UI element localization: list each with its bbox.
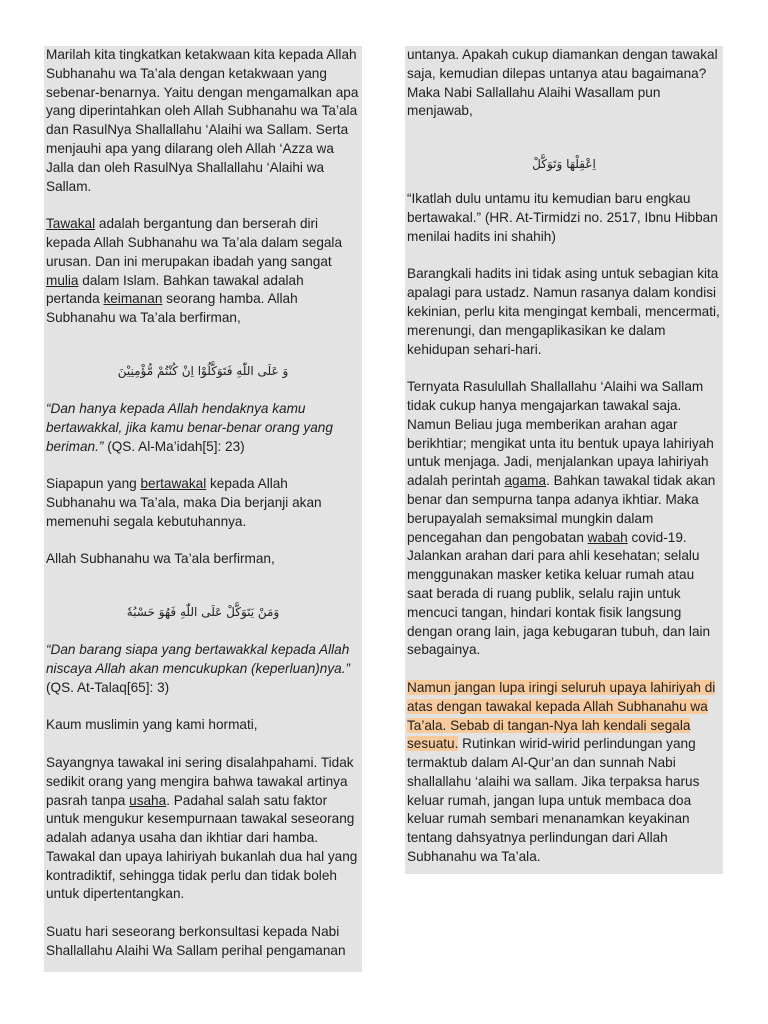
link-mulia[interactable]: mulia bbox=[46, 272, 79, 288]
paragraph-ikhtiar: Ternyata Rasulullah Shallallahu ‘Alaihi wa Sallam tidak cukup hanya mengajarkan tawakal saja. Namun Beliau juga memberikan arahan agar berikhtiar; mengikat unta itu bentuk upaya lahiriyah untuk menjaga. Jadi, menjalankan upaya lahiriyah adalah perintah agama. Bahkan tawakal tidak akan benar dan sempurna tanpa adanya ikhtiar. Maka berupayalah semaksimal mungkin dalam pencegahan dan pengobatan wabah covid-19. Jalankan arahan dari para ahli kesehatan; selalu menggunakan masker ketika keluar rumah atau saat berada di ruang publik, selalu rajin untuk mencuci tangan, hindari kontak fisik langsung dengan orang lain, jaga kebugaran tubuh, dan lain sebagainya. bbox=[407, 379, 716, 658]
right-column bbox=[405, 46, 723, 874]
link-tawakal[interactable]: Tawakal bbox=[46, 216, 96, 232]
quote-hadith: “Ikatlah dulu untamu itu kemudian baru engkau bertawakal.” (HR. At-Tirmidzi no. 2517, Ibnu Hibban menilai hadits ini shahih) bbox=[407, 191, 718, 244]
link-usaha[interactable]: usaha bbox=[129, 792, 167, 808]
paragraph-story-start: Suatu hari seseorang berkonsultasi kepada Nabi Shallallahu Alaihi Wa Sallam perihal pengamanan bbox=[46, 924, 346, 958]
paragraph-tawakal-definition: Tawakal adalah bergantung dan berserah diri kepada Allah Subhanahu wa Ta’ala dalam segala urusan. Dan ini merupakan ibadah yang sangat mulia dalam Islam. Bahkan tawakal adalah pertanda keimanan seorang hamba. Allah Subhanahu wa Ta’ala berfirman, bbox=[46, 216, 343, 326]
paragraph-closing: Namun jangan lupa iringi seluruh upaya lahiriyah di atas dengan tawakal kepada Allah Subhanahu wa Ta’ala. Sebab di tangan-Nya lah kendali segala sesuatu. Rutinkan wirid-wirid perlindungan yang termaktub dalam Al-Qur’an dan sunnah Nabi shallallahu ‘alaihi wa sallam. Jika terpaksa harus keluar rumah, jangan lupa untuk membaca doa keluar rumah sembari menanamkan keyakinan tentang dahsyatnya perlindungan dari Allah Subhanahu wa Ta’ala. bbox=[407, 679, 716, 865]
quote-at-talaq: “Dan barang siapa yang bertawakkal kepada Allah niscaya Allah akan mencukupkan (keperluan)nya.” (QS. At-Talaq[65]: 3) bbox=[46, 642, 351, 695]
link-wabah[interactable]: wabah bbox=[587, 529, 628, 545]
paragraph-story-continued: untanya. Apakah cukup diamankan dengan tawakal saja, kemudian dilepas untanya atau bagaimana? Maka Nabi Sallallahu Alaihi Wasallam pun menjawab, bbox=[407, 47, 718, 119]
paragraph-misunderstanding: Sayangnya tawakal ini sering disalahpahami. Tidak sedikit orang yang mengira bahwa tawakal artinya pasrah tanpa usaha. Padahal salah satu faktor untuk mengukur kesempurnaan tawakal seseorang adalah adanya usaha dan ikhtiar dari hamba. Tawakal dan upaya lahiriyah bukanlah dua hal yang kontradiktif, sehingga tidak perlu dan tidak boleh untuk dipertentangkan. bbox=[46, 754, 358, 902]
link-bertawakal[interactable]: bertawakal bbox=[140, 476, 207, 492]
arabic-verse-at-talaq: وَمَنْ يَتَوَكَّلْ عَلَى اللّٰهِ فَهُوَ حَسْبُهٗ bbox=[126, 605, 280, 620]
link-keimanan[interactable]: keimanan bbox=[103, 291, 163, 307]
paragraph-intro: Marilah kita tingkatkan ketakwaan kita kepada Allah Subhanahu wa Ta’ala dengan ketakwaan yang sebenar-benarnya. Yaitu dengan mengamalkan apa yang diperintahkan oleh Allah Subhanahu wa Ta’ala dan RasulNya Shallallahu ‘Alaihi wa Sallam. Serta menjauhi apa yang dilarang oleh Allah ‘Azza wa Jalla dan oleh RasulNya Shallallahu ‘Alaihi wa Sallam. bbox=[46, 47, 359, 194]
paragraph-bertawakal: Siapapun yang bertawakal kepada Allah Subhanahu wa Ta’ala, maka Dia berjanji akan memenuhi segala kebutuhannya. bbox=[46, 476, 322, 529]
paragraph-berfirman: Allah Subhanahu wa Ta’ala berfirman, bbox=[46, 551, 275, 567]
arabic-verse-al-maidah: وَ عَلَى اللّٰهِ فَتَوَكَّلُوْا اِنْ كُنْتُمْ مُّؤْمِنِيْنَ bbox=[117, 363, 289, 378]
paragraph-reflection: Barangkali hadits ini tidak asing untuk sebagian kita apalagi para ustadz. Namun rasanya dalam kondisi kekinian, perlu kita mengingat kembali, mencermati, merenungi, dan mengaplikasikan ke dalam kehidupan sehari-hari. bbox=[407, 266, 720, 357]
link-agama[interactable]: agama bbox=[504, 473, 547, 489]
arabic-hadith: اِعْقِلْهَا وَتَوَكَّلْ bbox=[532, 157, 596, 172]
paragraph-salutation: Kaum muslimin yang kami hormati, bbox=[46, 717, 258, 733]
highlighted-text: Namun jangan lupa iringi seluruh upaya lahiriyah di atas dengan tawakal kepada Allah Subhanahu wa Ta’ala. Sebab di tangan-Nya lah kendali segala sesuatu. bbox=[407, 679, 716, 752]
left-column bbox=[44, 46, 362, 972]
quote-al-maidah: “Dan hanya kepada Allah hendaknya kamu bertawakkal, jika kamu benar-benar orang yang beriman.” (QS. Al-Ma’idah[5]: 23) bbox=[46, 400, 333, 454]
